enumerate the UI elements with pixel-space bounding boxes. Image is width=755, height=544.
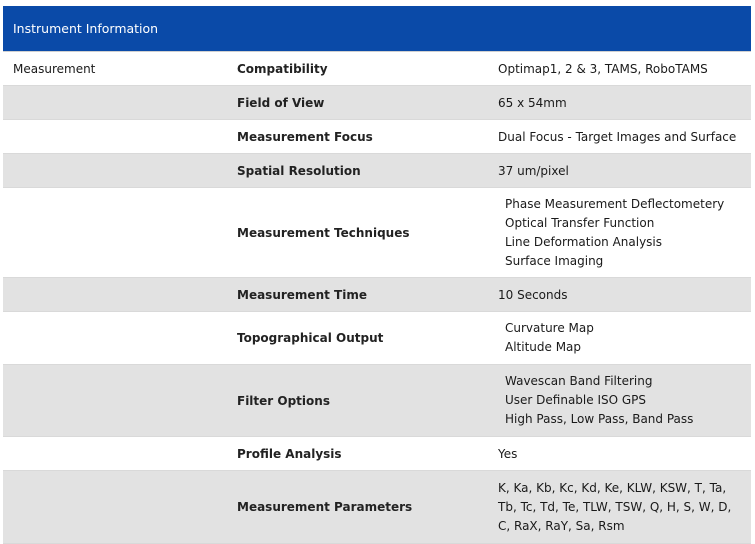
table-row	[3, 86, 751, 120]
list-item: High Pass, Low Pass, Band Pass	[505, 412, 694, 426]
value-list	[498, 195, 751, 271]
table-row	[3, 278, 751, 312]
list-item: Optical Transfer Function	[505, 215, 655, 230]
list-item: Altitude Map	[505, 340, 582, 354]
row-value: Optimap1, 2 & 3, TAMS, RoboTAMS	[498, 61, 708, 76]
list-item: User Definable ISO GPS	[505, 393, 647, 407]
row-label: Measurement Techniques	[237, 225, 410, 240]
value-list	[498, 319, 751, 357]
table-header: Instrument Information	[3, 6, 751, 52]
row-label: Measurement Time	[237, 287, 367, 302]
value-list	[498, 372, 751, 429]
row-label: Topographical Output	[237, 331, 384, 345]
row-label: Compatibility	[237, 61, 328, 76]
row-label: Filter Options	[237, 393, 330, 408]
list-item: Phase Measurement Deflectometery	[505, 196, 725, 211]
row-label: Measurement Focus	[237, 129, 373, 144]
table-row	[3, 365, 751, 437]
row-label: Spatial Resolution	[237, 163, 361, 178]
row-value: 10 Seconds	[498, 287, 568, 302]
instrument-info-table	[3, 6, 751, 544]
row-value: 37 um/pixel	[498, 163, 569, 178]
row-value: Yes	[498, 446, 518, 461]
table-row	[3, 154, 751, 188]
row-value: Dual Focus - Target Images and Surface	[498, 129, 737, 144]
row-value: K, Ka, Kb, Kc, Kd, Ke, KLW, KSW, T, Ta, Tb, Tc, Td, Te, TLW, TSW, Q, H, S, W, D, C, RaX, RaY, Sa, Rsm	[498, 480, 732, 533]
list-item: Line Deformation Analysis	[505, 234, 663, 249]
table-row	[3, 312, 751, 365]
table-row	[3, 437, 751, 471]
row-value: 65 x 54mm	[498, 95, 567, 110]
row-label: Measurement Parameters	[237, 500, 413, 514]
list-item: Curvature Map	[505, 321, 594, 335]
list-item: Surface Imaging	[505, 253, 604, 268]
row-label: Field of View	[237, 95, 325, 110]
list-item: Wavescan Band Filtering	[505, 374, 653, 388]
row-label: Profile Analysis	[237, 446, 342, 461]
table-row	[3, 188, 751, 278]
table-row	[3, 120, 751, 154]
table-row	[3, 471, 751, 544]
section-label: Measurement	[13, 61, 96, 76]
table-row	[3, 52, 751, 86]
